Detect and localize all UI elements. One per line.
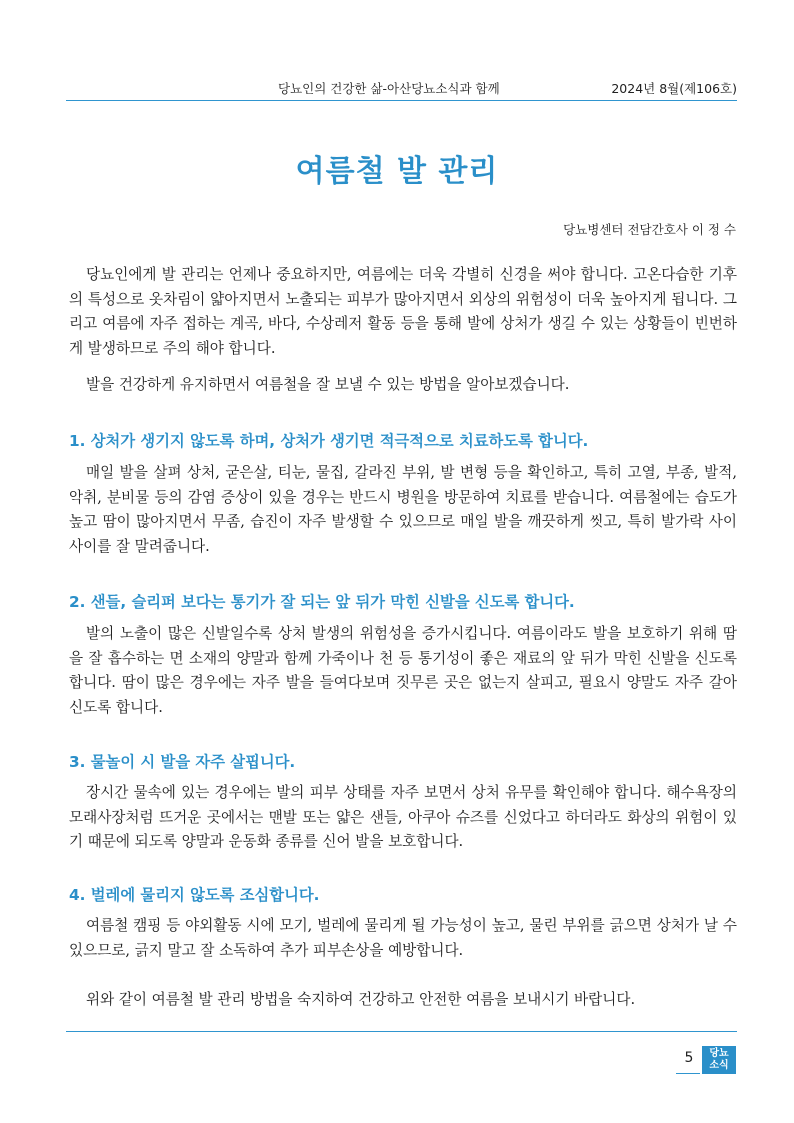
section-text-2: 발의 노출이 많은 신발일수록 상처 발생의 위험성을 증가시킵니다. 여름이라도 발을 보호하기 위해 땀을 잘 흡수하는 면 소재의 양말과 함께 가죽이나 천 등 통기성이 좋은 재료의 앞 뒤가 막힌 신발을 신도록 합니다. 땀이 많은 경우에는 자주 발을 들여다보며 짓무른 곳은 없는지 살피고, 필요시 양말도 자주 갈아 신도록 합니다.: [69, 625, 737, 716]
section-heading-1: 1. 상처가 생기지 않도록 하며, 상처가 생기면 적극적으로 치료하도록 합니다.: [69, 432, 589, 450]
page-number-underline: [676, 1073, 700, 1074]
footer-divider: [66, 1031, 737, 1032]
issue-number: 2024년 8월(제106호): [611, 81, 737, 96]
page-number: 5: [684, 1050, 694, 1066]
article-author: 당뇨병센터 전담간호사 이 정 수: [563, 222, 736, 237]
section-heading-4: 4. 벌레에 물리지 않도록 조심합니다.: [69, 886, 320, 904]
intro-paragraph: 발을 건강하게 유지하면서 여름철을 잘 보낼 수 있는 방법을 알아보겠습니다.: [86, 376, 570, 393]
badge-line: 소식: [709, 1060, 729, 1071]
section-heading-3: 3. 물놀이 시 발을 자주 살핍니다.: [69, 753, 296, 771]
page-header: [66, 74, 737, 101]
publication-badge: [702, 1046, 736, 1074]
section-text-3: 장시간 물속에 있는 경우에는 발의 피부 상태를 자주 보면서 상처 유무를 확인해야 합니다. 해수욕장의 모래사장처럼 뜨거운 곳에서는 맨발 또는 얇은 샌들, 아쿠아 슈즈를 신었다고 하더라도 화상의 위험이 있기 때문에 되도록 양말과 운동화 종류를 신어 발을 보호합니다.: [69, 784, 737, 850]
article-title: 여름철 발 관리: [295, 154, 499, 189]
badge-line: 당뇨: [709, 1048, 729, 1059]
section-heading-2: 2. 샌들, 슬리퍼 보다는 통기가 잘 되는 앞 뒤가 막힌 신발을 신도록 합니다.: [69, 593, 575, 611]
publication-name: 당뇨인의 건강한 삶-아산당뇨소식과 함께: [278, 81, 500, 96]
closing-paragraph: 위와 같이 여름철 발 관리 방법을 숙지하여 건강하고 안전한 여름을 보내시기 바랍니다.: [86, 991, 636, 1008]
section-text-4: 여름철 캠핑 등 야외활동 시에 모기, 벌레에 물리게 될 가능성이 높고, 물린 부위를 긁으면 상처가 날 수 있으므로, 긁지 말고 잘 소독하여 추가 피부손상을 예방합니다.: [69, 917, 737, 959]
section-text-1: 매일 발을 살펴 상처, 굳은살, 티눈, 물집, 갈라진 부위, 발 변형 등을 확인하고, 특히 고열, 부종, 발적, 악취, 분비물 등의 감염 증상이 있을 경우는 반드시 병원을 방문하여 치료를 받습니다. 여름철에는 습도가 높고 땀이 많아지면서 무좀, 습진이 자주 발생할 수 있으므로 매일 발을 깨끗하게 씻고, 특히 발가락 사이사이를 잘 말려줍니다.: [69, 464, 737, 555]
intro-paragraph: 당뇨인에게 발 관리는 언제나 중요하지만, 여름에는 더욱 각별히 신경을 써야 합니다. 고온다습한 기후의 특성으로 옷차림이 얇아지면서 노출되는 피부가 많아지면서 외상의 위험성이 더욱 높아지게 됩니다. 그리고 여름에 자주 접하는 계곡, 바다, 수상레저 활동 등을 통해 발에 상처가 생길 수 있는 상황들이 빈번하게 발생하므로 주의 해야 합니다.: [69, 266, 737, 357]
